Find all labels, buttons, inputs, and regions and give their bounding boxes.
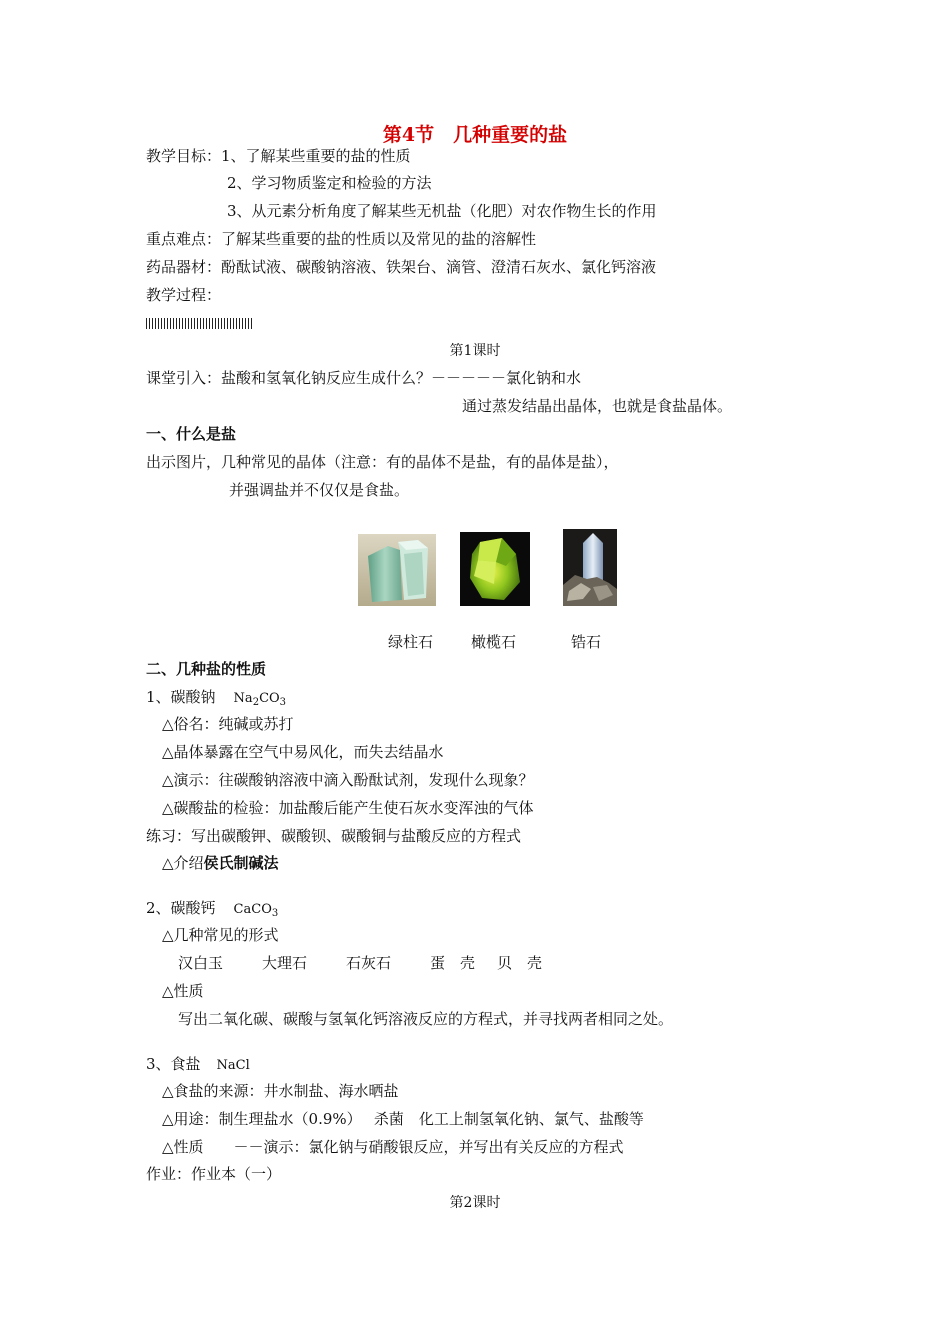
na2co3-item: △俗名：纯碱或苏打: [162, 715, 294, 733]
nacl-label: 3、食盐: [146, 1055, 201, 1073]
barcode-mark: [146, 318, 252, 329]
na2co3-heading: [146, 687, 286, 709]
section-1-line-1: 出示图片，几种常见的晶体（注意：有的晶体不是盐，有的晶体是盐），: [146, 453, 619, 471]
beryl-crystal-image: [358, 534, 436, 606]
crystal-caption: 橄榄石: [471, 633, 517, 651]
hou-method-label: 侯氏制碱法: [203, 854, 279, 872]
caco3-heading: [146, 898, 278, 920]
nacl-heading: [146, 1054, 250, 1076]
nacl-item: △性质 －－演示：氯化钠与硝酸银反应，并写出有关反应的方程式: [162, 1138, 624, 1156]
objectives-label: 教学目标：: [146, 147, 222, 165]
caco3-form: 石灰石: [346, 954, 392, 972]
na2co3-item: △碳酸盐的检验：加盐酸后能产生使石灰水变浑浊的气体: [162, 799, 534, 817]
na2co3-item: △晶体暴露在空气中易风化，而失去结晶水: [162, 743, 444, 761]
section-1-heading: 一、什么是盐: [146, 425, 237, 443]
intro-line-2: 通过蒸发结晶出晶体，也就是食盐晶体。: [462, 397, 733, 415]
intro-method: △介绍侯氏制碱法: [162, 854, 279, 872]
na2co3-label: 1、碳酸钠: [146, 688, 216, 706]
crystal-caption: 绿柱石: [388, 633, 434, 651]
na2co3-item: △演示：往碳酸钠溶液中滴入酚酞试剂，发现什么现象？: [162, 771, 534, 789]
section-2-heading: 二、几种盐的性质: [146, 660, 267, 678]
crystal-caption: 锆石: [571, 633, 602, 651]
caco3-forms-label: △几种常见的形式: [162, 926, 279, 944]
nacl-item: △食盐的来源：井水制盐、海水晒盐: [162, 1082, 399, 1100]
section-1-line-2: 并强调盐并不仅仅是食盐。: [229, 481, 410, 499]
objective-item: 3、从元素分析角度了解某些无机盐（化肥）对农作物生长的作用: [227, 202, 657, 220]
na2co3-formula: $Na_2CO_3$: [233, 691, 287, 708]
caco3-form: 汉白玉: [178, 954, 224, 972]
lesson-2-heading: 第2课时: [449, 1195, 501, 1211]
objectives-line-1: [146, 146, 411, 166]
caco3-formula: CaCO$_3$: [233, 902, 279, 919]
objective-item: 2、学习物质鉴定和检验的方法: [227, 174, 432, 192]
caco3-form: 大理石: [262, 954, 308, 972]
key-difficulty: 重点难点：了解某些重要的盐的性质以及常见的盐的溶解性: [146, 230, 537, 248]
homework: 作业：作业本（一）: [146, 1165, 282, 1183]
intro-line-1: 课堂引入：盐酸和氢氧化钠反应生成什么？－－－－－氯化钠和水: [146, 369, 582, 387]
olivine-crystal-image: [460, 532, 530, 606]
caco3-property-label: △性质: [162, 982, 204, 1000]
caco3-label: 2、碳酸钙: [146, 899, 216, 917]
caco3-property-text: 写出二氧化碳、碳酸与氢氧化钙溶液反应的方程式，并寻找两者相同之处。: [178, 1010, 674, 1028]
nacl-item: △用途：制生理盐水（0.9%） 杀菌 化工上制氢氧化钠、氯气、盐酸等: [162, 1110, 644, 1128]
lesson-1-heading: 第1课时: [449, 343, 501, 359]
materials: 药品器材：酚酞试液、碳酸钠溶液、铁架台、滴管、澄清石灰水、氯化钙溶液: [146, 258, 657, 276]
page-title: 第4节 几种重要的盐: [382, 124, 568, 146]
caco3-form: 贝 壳: [497, 954, 543, 972]
objective-item: 1、了解某些重要的盐的性质: [221, 147, 411, 165]
exercise: 练习：写出碳酸钾、碳酸钡、碳酸铜与盐酸反应的方程式: [146, 827, 522, 845]
zircon-crystal-image: [563, 529, 617, 606]
caco3-form: 蛋 壳: [430, 954, 476, 972]
nacl-formula: NaCl: [216, 1058, 250, 1073]
process-label: 教学过程：: [146, 286, 222, 304]
